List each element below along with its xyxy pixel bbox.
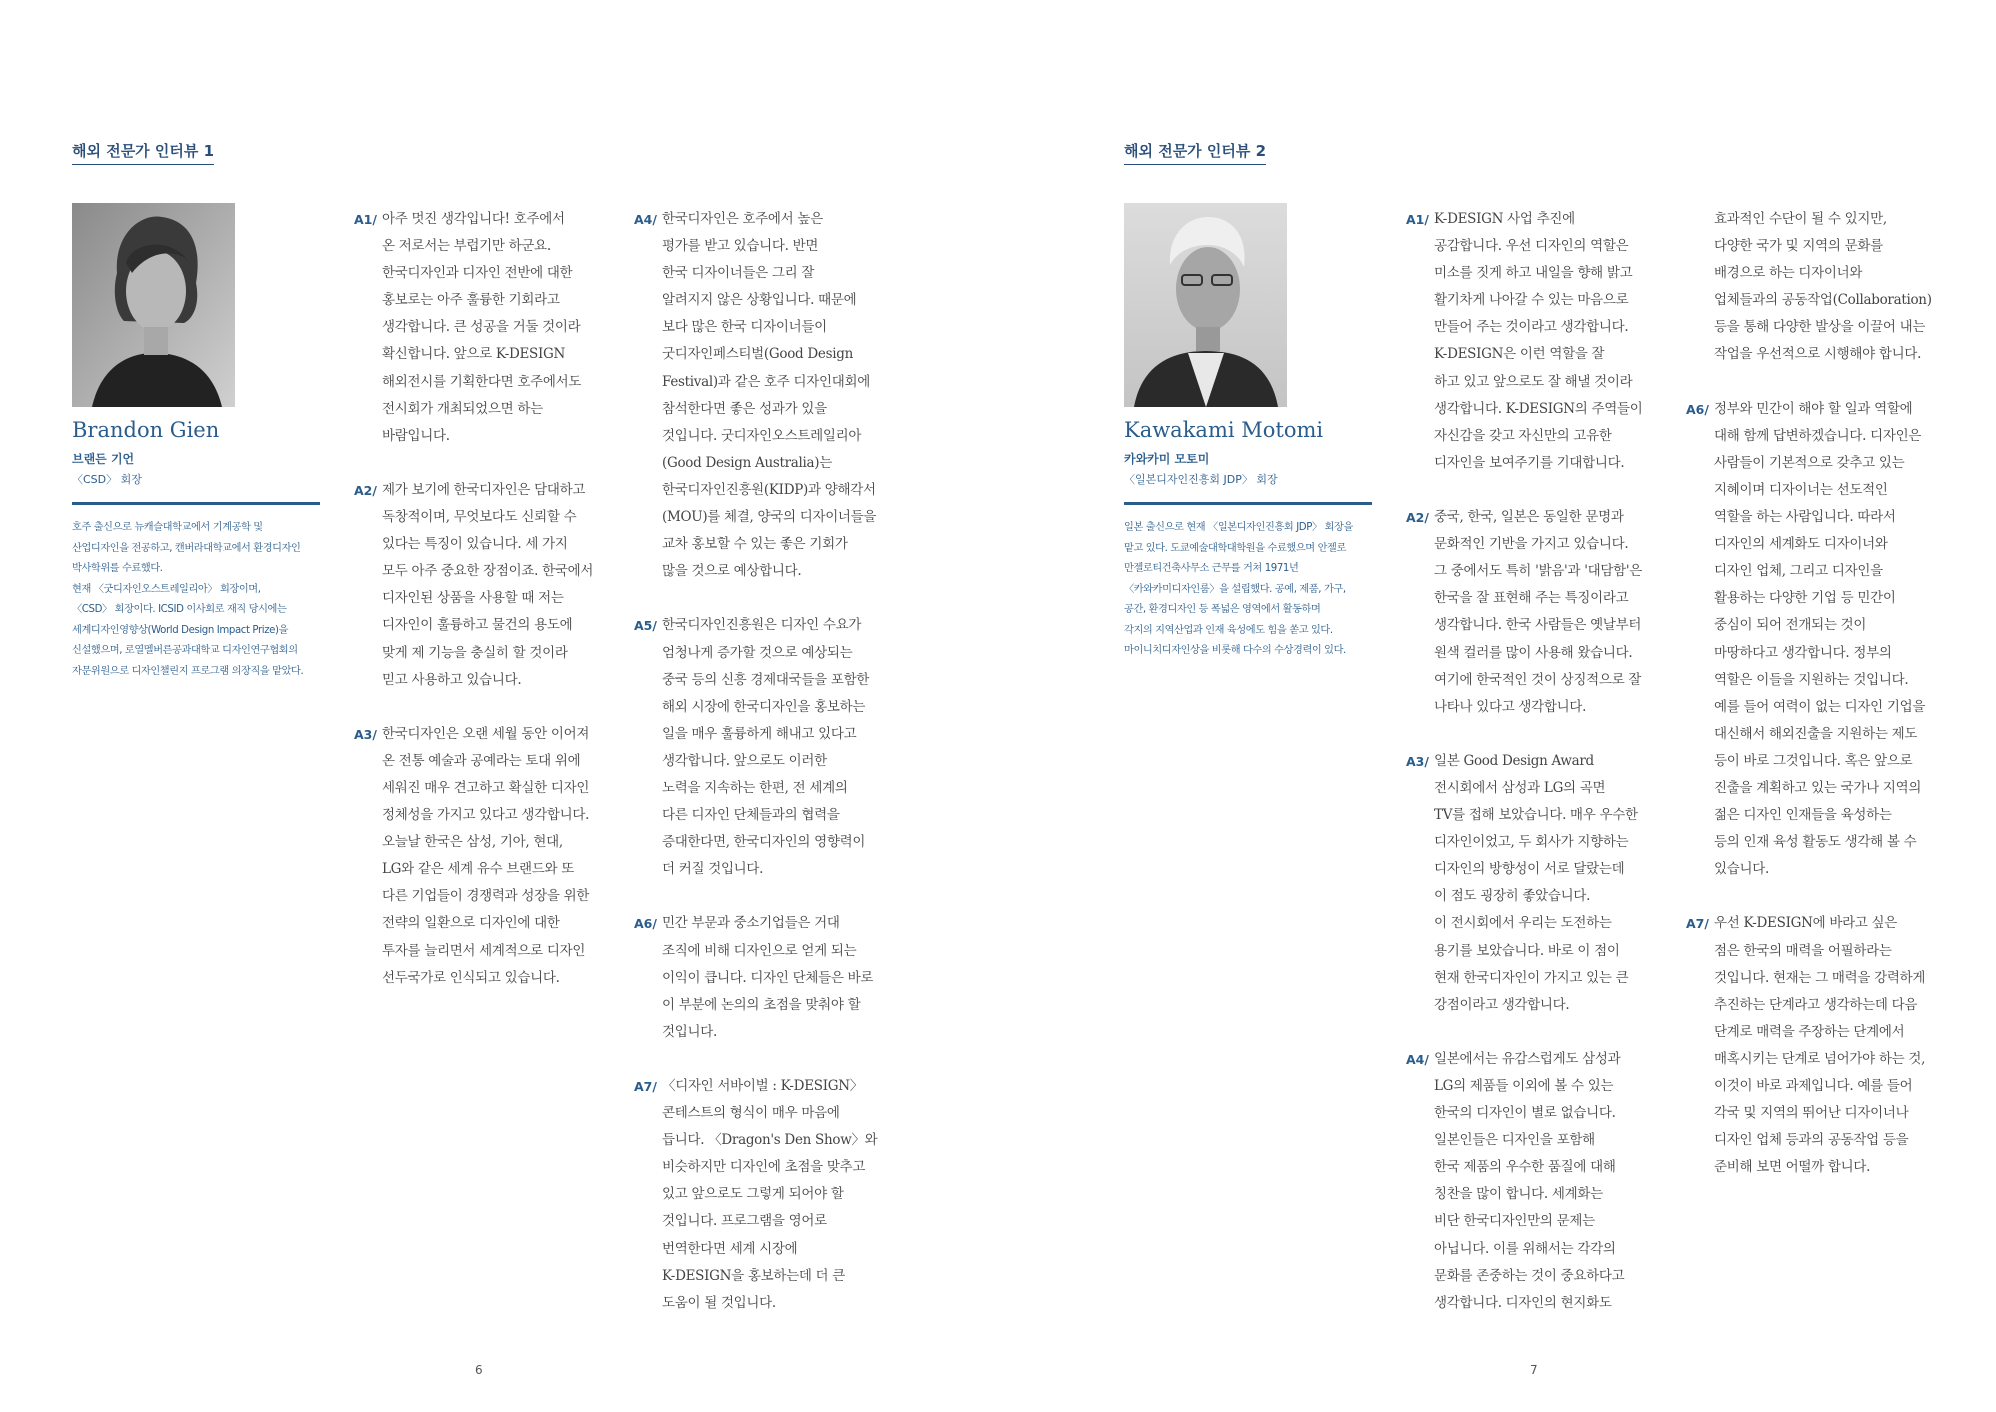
answer-line: 이 점도 굉장히 좋았습니다.: [1434, 888, 1591, 905]
answer-line: 역할을 하는 사람입니다. 따라서: [1714, 509, 1896, 526]
answer-block: [354, 721, 614, 992]
answer-line: 추진하는 단계라고 생각하는데 다음: [1714, 996, 1918, 1013]
answer-line: 조직에 비해 디자인으로 얻게 되는: [662, 942, 857, 959]
answer-line: 평가를 받고 있습니다. 반면: [662, 238, 819, 255]
answer-line: 온 전통 예술과 공예라는 토대 위에: [382, 752, 581, 769]
biography: [1124, 518, 1376, 662]
answer-line: 문화적인 기반을 가지고 있습니다.: [1434, 536, 1629, 553]
answer-line: 디자인의 세계화도 디자이너와: [1714, 536, 1888, 553]
answer-line: 모두 아주 중요한 장점이죠. 한국에서: [382, 563, 594, 580]
answer-line: 중심이 되어 전개되는 것이: [1714, 617, 1867, 634]
answer-line: 매혹시키는 단계로 넘어가야 하는 것,: [1714, 1050, 1926, 1067]
answer-line: 강점이라고 생각합니다.: [1434, 996, 1570, 1013]
answer-line: 일본에서는 유감스럽게도 삼성과: [1434, 1050, 1621, 1067]
answer-line: 한국디자인은 호주에서 높은: [662, 211, 823, 227]
answer-line: 것입니다.: [662, 1023, 717, 1040]
answer-line: 일을 매우 훌륭하게 해내고 있다고: [662, 725, 857, 742]
answer-line: 투자를 늘리면서 세계적으로 디자인: [382, 942, 586, 959]
answer-block: [354, 477, 614, 694]
answer-line: 우선 K-DESIGN에 바라고 싶은: [1714, 915, 1898, 932]
answer-block: [634, 910, 904, 1045]
answer-line: 중국 등의 신흥 경제대국들을 포함한: [662, 671, 870, 688]
answer-line: 믿고 사용하고 있습니다.: [382, 671, 522, 688]
divider-rule: [1124, 502, 1372, 505]
answers-column-2: [1686, 206, 1976, 1208]
answer-line: LG의 제품들 이외에 볼 수 있는: [1434, 1078, 1614, 1094]
bio-line: 〈CSD〉 회장이다. ICSID 이사회로 재직 당시에는: [72, 604, 287, 615]
answer-line: 〈디자인 서바이벌 : K-DESIGN〉: [662, 1078, 863, 1094]
answer-line: 공감합니다. 우선 디자인의 역할은: [1434, 238, 1629, 255]
answer-line: 디자인 업체, 그리고 디자인을: [1714, 563, 1883, 580]
answer-line: 한국 제품의 우수한 품질에 대해: [1434, 1159, 1616, 1176]
answer-line: 만들어 주는 것이라고 생각합니다.: [1434, 319, 1629, 336]
answer-line: 현재 한국디자인이 가지고 있는 큰: [1434, 969, 1629, 986]
bio-line: 일본 출신으로 현재 〈일본디자인진흥회 JDP〉 회장을: [1124, 522, 1353, 533]
answer-block: [634, 1073, 904, 1317]
answer-line: 점은 한국의 매력을 어필하라는: [1714, 942, 1892, 959]
answer-line: 생각합니다. 디자인의 현지화도: [1434, 1294, 1612, 1311]
answer-line: 다른 기업들이 경쟁력과 성장을 위한: [382, 888, 590, 905]
answer-label: A7/: [1686, 916, 1709, 932]
answer-line: 해외 시장에 한국디자인을 홍보하는: [662, 698, 866, 715]
page-number: 6: [475, 1363, 483, 1377]
answer-line: 디자인 업체 등과의 공동작업 등을: [1714, 1132, 1909, 1149]
answer-label: A1/: [354, 212, 377, 227]
answer-line: TV를 접해 보았습니다. 매우 우수한: [1434, 807, 1638, 824]
answer-line: 다양한 국가 및 지역의 문화를: [1714, 238, 1883, 255]
answer-line: 지혜이며 디자이너는 선도적인: [1714, 481, 1888, 498]
bio-line: 신설했으며, 로열멜버른공과대학교 디자인연구협회의: [72, 645, 298, 656]
answer-line: 이것이 바로 과제입니다. 예를 들어: [1714, 1078, 1913, 1094]
answer-line: 디자인을 보여주기를 기대합니다.: [1434, 454, 1625, 471]
answer-line: 정체성을 가지고 있다고 생각합니다.: [382, 807, 590, 824]
answer-line: LG와 같은 세계 유수 브랜드와 또: [382, 861, 574, 878]
answer-line: 오늘날 한국은 삼성, 기아, 현대,: [382, 834, 563, 851]
answer-line: 생각합니다. 앞으로도 이러한: [662, 752, 827, 769]
answer-line: 있습니다.: [1714, 861, 1769, 878]
page-right: [998, 0, 1996, 1412]
bio-line: 마이니치디자인상을 비롯해 다수의 수상경력이 있다.: [1124, 645, 1346, 656]
answer-line: 전시회에서 삼성과 LG의 곡면: [1434, 779, 1606, 796]
answer-label: A4/: [1406, 1051, 1429, 1067]
answer-label: A2/: [1406, 510, 1429, 526]
interviewee-role: 〈일본디자인진흥회 JDP〉 회장: [1124, 473, 1278, 486]
answer-line: 전시회가 개최되었으면 하는: [382, 400, 543, 417]
answers-column-1: [354, 206, 614, 1019]
answer-line: 있고 앞으로도 그렇게 되어야 할: [662, 1186, 844, 1203]
bio-line: 자문위원으로 디자인챌린지 프로그램 의장직을 맡았다.: [72, 665, 304, 677]
answer-line: 생각합니다. 한국 사람들은 옛날부터: [1434, 617, 1642, 634]
answer-label: A6/: [634, 916, 657, 932]
answer-line: 한국디자인과 디자인 전반에 대한: [382, 265, 573, 282]
answer-block: [1406, 748, 1676, 1019]
answer-line: 더 커질 것입니다.: [662, 861, 764, 878]
answer-line: 일본인들은 디자인을 포함해: [1434, 1132, 1595, 1149]
interviewee-name-ko: 카와카미 모토미: [1124, 452, 1210, 466]
answer-line: K-DESIGN은 이런 역할을 잘: [1434, 346, 1605, 363]
answer-line: 용기를 보았습니다. 바로 이 점이: [1434, 942, 1620, 959]
answer-line: 콘테스트의 형식이 매우 마음에: [662, 1105, 840, 1122]
answer-line: 한국디자인은 오랜 세월 동안 이어져: [382, 725, 590, 742]
answer-line: 엄청나게 증가할 것으로 예상되는: [662, 644, 853, 661]
answer-line: 홍보로는 아주 훌륭한 기회라고: [382, 292, 560, 309]
answer-line: 그 중에서도 특히 '밝음'과 '대담함'은: [1434, 563, 1642, 580]
answer-line: 이 부분에 논의의 초점을 맞춰야 할: [662, 996, 861, 1013]
bio-line: 〈카와카미디자인룸〉을 설립했다. 공예, 제품, 가구,: [1124, 583, 1346, 595]
answer-line: 비슷하지만 디자인에 초점을 맞추고: [662, 1159, 866, 1176]
bio-line: 만젤로티건축사무소 근무를 거쳐 1971년: [1124, 563, 1299, 574]
answer-line: 등의 인재 육성 활동도 생각해 볼 수: [1714, 834, 1917, 851]
answer-line: 준비해 보면 어떨까 합니다.: [1714, 1159, 1871, 1176]
answer-line: 역할은 이들을 지원하는 것입니다.: [1714, 671, 1909, 688]
answer-line: 대해 함께 답변하겠습니다. 디자인은: [1714, 427, 1922, 444]
answer-line: 문화를 존중하는 것이 중요하다고: [1434, 1267, 1625, 1284]
answer-line: 듭니다. 〈Dragon's Den Show〉와: [662, 1132, 878, 1149]
answer-line: 디자인된 상품을 사용할 때 저는: [382, 590, 564, 607]
answer-line: 디자인이었고, 두 회사가 지향하는: [1434, 834, 1629, 851]
answer-line: 일본 Good Design Award: [1434, 752, 1594, 769]
bio-line: 맡고 있다. 도쿄예술대학대학원을 수료했으며 안젤로: [1124, 542, 1346, 554]
answer-line: 바람입니다.: [382, 427, 450, 444]
answer-label: A7/: [634, 1079, 657, 1094]
answer-line: 하고 있고 앞으로도 잘 해낼 것이라: [1434, 373, 1633, 390]
answer-line: 교차 홍보할 수 있는 좋은 기회가: [662, 536, 848, 553]
answer-line: 아닙니다. 이를 위해서는 각각의: [1434, 1240, 1616, 1257]
answer-line: 진출을 계획하고 있는 국가나 지역의: [1714, 779, 1922, 796]
answer-label: A1/: [1406, 212, 1429, 227]
portrait-image: [1124, 203, 1287, 407]
answer-line: 한국디자인진흥원(KIDP)과 양해각서: [662, 481, 876, 498]
answer-line: 등을 통해 다양한 발상을 이끌어 내는: [1714, 319, 1926, 336]
bio-line: 세계디자인영향상(World Design Impact Prize)을: [72, 624, 289, 636]
answer-line: 칭찬을 많이 합니다. 세계화는: [1434, 1186, 1603, 1203]
interviewee-name-ko: 브랜든 기언: [72, 452, 135, 466]
answer-line: 중국, 한국, 일본은 동일한 문명과: [1434, 509, 1624, 526]
answer-line: 온 저로서는 부럽기만 하군요.: [382, 238, 551, 255]
page-number: 7: [1530, 1363, 1538, 1377]
answer-line: 해외전시를 기획한다면 호주에서도: [382, 373, 582, 390]
answer-line: 활기차게 나아갈 수 있는 마음으로: [1434, 292, 1629, 309]
answer-label: A6/: [1686, 401, 1709, 417]
biography: [72, 518, 324, 682]
answer-line: 이익이 큽니다. 디자인 단체들은 바로: [662, 969, 874, 986]
answer-line: 각국 및 지역의 뛰어난 디자이너나: [1714, 1105, 1909, 1122]
answer-line: 디자인의 방향성이 서로 달랐는데: [1434, 861, 1625, 878]
bio-line: 공간, 환경디자인 등 폭넓은 영역에서 활동하며: [1124, 604, 1321, 615]
answer-line: 비단 한국디자인만의 문제는: [1434, 1213, 1595, 1230]
divider-rule: [72, 502, 320, 505]
answer-line: 여기에 한국적인 것이 상징적으로 잘: [1434, 671, 1642, 688]
answer-line: 참석한다면 좋은 성과가 있을: [662, 400, 827, 417]
answer-line: 작업을 우선적으로 시행해야 합니다.: [1714, 346, 1922, 363]
answer-line: 확신합니다. 앞으로 K-DESIGN: [382, 346, 566, 363]
bio-line: 산업디자인을 전공하고, 캔버라대학교에서 환경디자인: [72, 542, 301, 554]
answer-line: 전략의 일환으로 디자인에 대한: [382, 915, 560, 932]
answer-line: 나타나 있다고 생각합니다.: [1434, 698, 1587, 715]
answers-column-1: [1406, 206, 1676, 1344]
answer-line: 활용하는 다양한 기업 등 민간이: [1714, 590, 1896, 607]
answers-column-2: [634, 206, 904, 1344]
answer-block: [1406, 206, 1676, 477]
answer-block: [1686, 396, 1976, 884]
answer-line: 한국을 잘 표현해 주는 특징이라고: [1434, 590, 1629, 607]
answer-line: 정부와 민간이 해야 할 일과 역할에: [1714, 400, 1913, 417]
answer-line: 사람들이 기본적으로 갖추고 있는: [1714, 454, 1905, 471]
answer-line: 이 전시회에서 우리는 도전하는: [1434, 915, 1612, 932]
answer-line: 제가 보기에 한국디자인은 담대하고: [382, 481, 586, 498]
answer-line: 단계로 매력을 주장하는 단계에서: [1714, 1023, 1905, 1040]
answer-line: 배경으로 하는 디자이너와: [1714, 265, 1863, 282]
answer-block: [1686, 910, 1976, 1181]
answer-block: [354, 206, 614, 450]
section-title: 해외 전문가 인터뷰 2: [1124, 140, 1266, 165]
answer-line: 한국의 디자인이 별로 없습니다.: [1434, 1105, 1616, 1122]
answer-line: 번역한다면 세계 시장에: [662, 1240, 798, 1257]
portrait-photo-brandon-gien: [72, 203, 235, 407]
answer-line: 많을 것으로 예상합니다.: [662, 563, 802, 580]
answer-line: 민간 부문과 중소기업들은 거대: [662, 915, 840, 932]
section-title: 해외 전문가 인터뷰 1: [72, 140, 214, 165]
answer-line: 노력을 지속하는 한편, 전 세계의: [662, 779, 848, 796]
answer-block: [634, 206, 904, 585]
answer-line: 맞게 제 기능을 충실히 할 것이라: [382, 644, 568, 661]
answer-line: 원색 컬러를 많이 사용해 왔습니다.: [1434, 644, 1633, 661]
answer-line: 알려지지 않은 상황입니다. 때문에: [662, 292, 857, 309]
answer-line: 마땅하다고 생각합니다. 정부의: [1714, 644, 1892, 661]
answer-line: 미소를 짓게 하고 내일을 향해 밝고: [1434, 265, 1633, 282]
answer-line: 생각합니다. 큰 성공을 거둘 것이라: [382, 319, 581, 336]
answer-line: Festival)과 같은 호주 디자인대회에: [662, 373, 870, 390]
answer-line: 등이 바로 그것입니다. 혹은 앞으로: [1714, 752, 1913, 769]
answer-line: 다른 디자인 단체들과의 협력을: [662, 807, 840, 824]
answer-line: 것입니다. 현재는 그 매력을 강력하게: [1714, 969, 1926, 986]
answer-line: 아주 멋진 생각입니다! 호주에서: [382, 211, 565, 227]
bio-line: 호주 출신으로 뉴캐슬대학교에서 기계공학 및: [72, 522, 263, 533]
answer-line: K-DESIGN을 홍보하는데 더 큰: [662, 1267, 846, 1284]
answer-line: 세워진 매우 견고하고 확실한 디자인: [382, 779, 590, 796]
bio-line: 박사학위를 수료했다.: [72, 563, 163, 574]
answer-line: (MOU)를 체결, 양국의 디자이너들을: [662, 509, 877, 526]
answer-line: (Good Design Australia)는: [662, 454, 833, 471]
answer-line: 선두국가로 인식되고 있습니다.: [382, 969, 560, 986]
answer-line: 보다 많은 한국 디자이너들이: [662, 319, 827, 336]
answer-line: 굿디자인페스티벌(Good Design: [662, 346, 853, 363]
answer-line: 것입니다. 프로그램을 영어로: [662, 1213, 827, 1230]
answer-line: 예를 들어 여력이 없는 디자인 기업을: [1714, 698, 1926, 715]
answer-line: 자신감을 갖고 자신만의 고유한: [1434, 427, 1612, 444]
answer-line: 업체들과의 공동작업(Collaboration): [1714, 292, 1932, 309]
answer-line: 한국 디자이너들은 그리 잘: [662, 265, 815, 282]
portrait-image: [72, 203, 235, 407]
answer-block: [1686, 206, 1976, 369]
interviewee-name-en: Kawakami Motomi: [1124, 418, 1324, 442]
bio-line: 각지의 지역산업과 인재 육성에도 힘을 쏟고 있다.: [1124, 624, 1333, 636]
portrait-photo-kawakami-motomi: [1124, 203, 1287, 407]
answer-line: 도움이 될 것입니다.: [662, 1294, 776, 1311]
answer-label: A5/: [634, 618, 657, 634]
bio-line: 현재 〈굿디자인오스트레일리아〉 회장이며,: [72, 583, 261, 595]
answer-line: 생각합니다. K-DESIGN의 주역들이: [1434, 400, 1643, 417]
answer-line: 디자인이 훌륭하고 물건의 용도에: [382, 617, 573, 634]
answer-label: A3/: [1406, 753, 1429, 769]
interviewee-name-en: Brandon Gien: [72, 418, 220, 442]
answer-line: 증대한다면, 한국디자인의 영향력이: [662, 834, 866, 851]
answer-block: [1406, 504, 1676, 721]
answer-line: K-DESIGN 사업 추진에: [1434, 211, 1575, 227]
answer-line: 것입니다. 굿디자인오스트레일리아: [662, 427, 862, 444]
answer-line: 있다는 특징이 있습니다. 세 가지: [382, 536, 568, 553]
answer-line: 젊은 디자인 인재들을 육성하는: [1714, 807, 1892, 824]
answer-label: A4/: [634, 212, 657, 227]
answer-block: [634, 612, 904, 883]
answer-line: 한국디자인진흥원은 디자인 수요가: [662, 617, 862, 634]
answer-line: 대신해서 해외진출을 지원하는 제도: [1714, 725, 1918, 742]
answer-line: 독창적이며, 무엇보다도 신뢰할 수: [382, 509, 577, 526]
answer-label: A3/: [354, 726, 377, 742]
answer-line: 효과적인 수단이 될 수 있지만,: [1714, 211, 1887, 227]
answer-label: A2/: [354, 482, 377, 498]
interviewee-role: 〈CSD〉 회장: [72, 473, 142, 486]
answer-block: [1406, 1046, 1676, 1317]
